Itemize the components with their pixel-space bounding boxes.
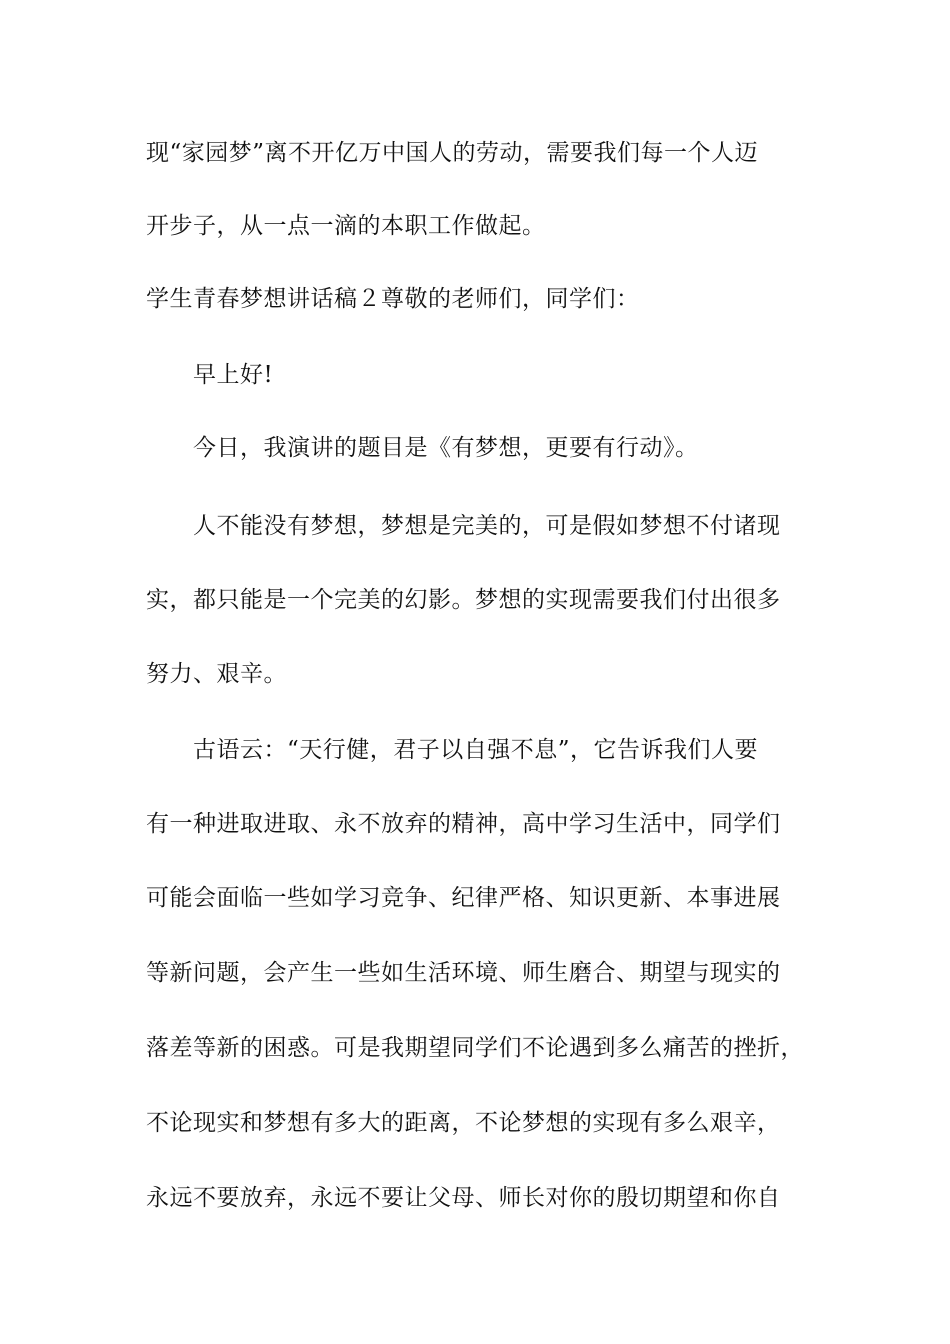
text-line: 开步子，从一点一滴的本职工作做起。 — [146, 213, 546, 239]
greeting-line: 早上好! — [193, 362, 274, 388]
text-line: 努力、艰辛。 — [146, 661, 287, 687]
text-line: 落差等新的困惑。可是我期望同学们不论遇到多么痛苦的挫折， — [146, 1035, 804, 1061]
text-line: 现“家园梦”离不开亿万中国人的劳动，需要我们每一个人迈 — [146, 140, 759, 166]
text-line: 不论现实和梦想有多大的距离，不论梦想的实现有多么艰辛， — [146, 1110, 781, 1136]
paragraph-start-line: 古语云：“天行健，君子以自强不息”，它告诉我们人要 — [193, 737, 759, 763]
text-line: 实，都只能是一个完美的幻影。梦想的实现需要我们付出很多 — [146, 587, 781, 613]
section-heading-line: 学生青春梦想讲话稿２尊敬的老师们，同学们： — [146, 286, 640, 312]
text-line: 可能会面临一些如学习竞争、纪律严格、知识更新、本事进展 — [146, 885, 781, 911]
text-line: 有一种进取进取、永不放弃的精神，高中学习生活中，同学们 — [146, 811, 781, 837]
text-line: 永远不要放弃，永远不要让父母、师长对你的殷切期望和你自 — [146, 1185, 781, 1211]
text-line: 今日，我演讲的题目是《有梦想，更要有行动》。 — [193, 435, 699, 461]
paragraph-start-line: 人不能没有梦想，梦想是完美的，可是假如梦想不付诸现 — [193, 513, 781, 539]
text-line: 等新问题，会产生一些如生活环境、师生磨合、期望与现实的 — [146, 960, 781, 986]
